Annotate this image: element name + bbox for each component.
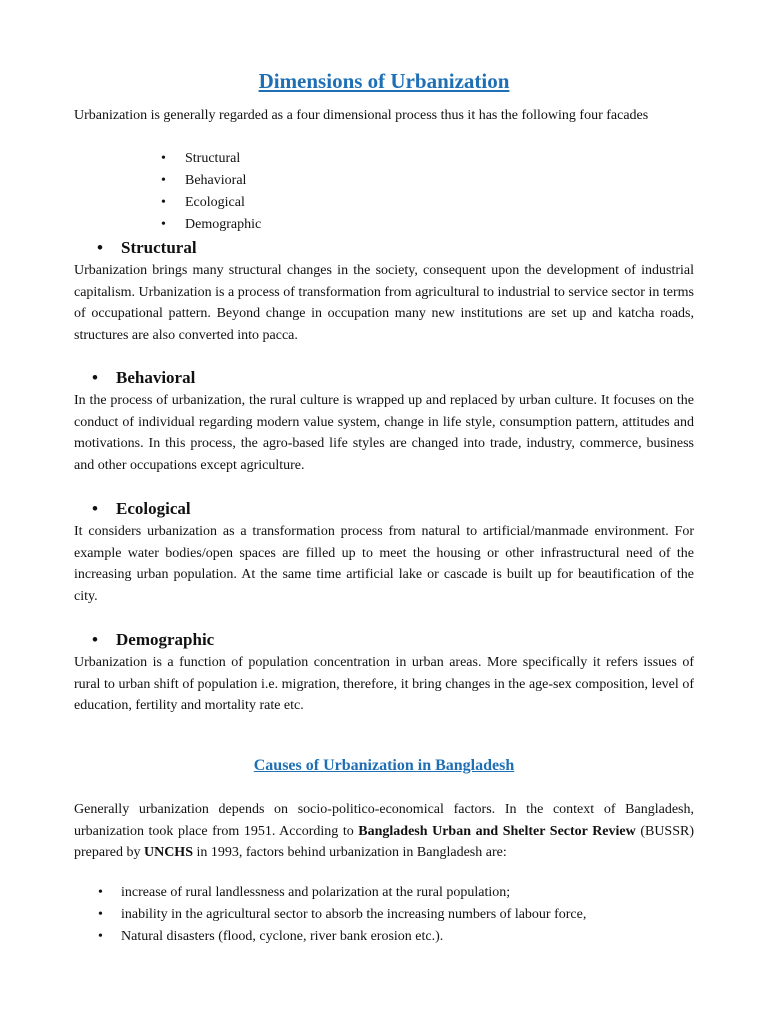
structural-heading: • Structural: [103, 236, 179, 260]
demographic-heading: • Demographic: [98, 628, 196, 652]
bullet-icon: •: [92, 630, 98, 649]
causes-list: [98, 882, 586, 948]
bullet-icon: •: [92, 499, 98, 518]
ecological-heading: • Ecological: [98, 497, 173, 521]
list-item: • increase of rural landlessness and polarization at the rural population;: [98, 882, 586, 904]
ecological-paragraph: It considers urbanization as a transformation process from natural to artificial/manmade environment. For example water bodies/open spaces are filled up to meet the housing or other infrastructural need of the increasing urban population. At the same time artificial lake or cascade is built up for beautification of the city.: [74, 524, 694, 604]
bullet-icon: •: [92, 368, 98, 387]
structural-paragraph: Urbanization brings many structural changes in the society, consequent upon the development of industrial capitalism. Urbanization is a process of transformation from agricultural to industrial to service sector in terms of occupational pattern. Beyond change in occupation many new institutions are set up and katcha roads, structures are also converted into pacca.: [74, 263, 694, 343]
facades-list: [161, 148, 261, 236]
bullet-icon: •: [97, 238, 103, 257]
list-item: • Demographic: [161, 214, 261, 236]
intro-paragraph: Urbanization is generally regarded as a four dimensional process thus it has the following four facades: [74, 108, 649, 123]
demographic-paragraph: Urbanization is a function of population concentration in urban areas. More specifically it refers issues of rural to urban shift of population i.e. migration, therefore, it bring changes in the age-sex composition, level of education, fertility and mortality rate etc.: [74, 655, 694, 713]
list-item: • Behavioral: [161, 170, 261, 192]
list-item: • inability in the agricultural sector to absorb the increasing numbers of labour force,: [98, 904, 586, 926]
causes-paragraph: Generally urbanization depends on socio-politico-economical factors. In the context of Bangladesh, urbanization took place from 1951. According to Bangladesh Urban and Shelter Sector Review (BUSSR) prepared by UNCHS in 1993, factors behind urbanization in Bangladesh are:: [74, 802, 694, 860]
list-item: • Natural disasters (flood, cyclone, river bank erosion etc.).: [98, 926, 586, 948]
list-item: • Structural: [161, 148, 261, 170]
page-title: Dimensions of Urbanization: [258, 69, 510, 93]
causes-heading: Causes of Urbanization in Bangladesh: [253, 757, 515, 774]
behavioral-paragraph: In the process of urbanization, the rural culture is wrapped up and replaced by urban culture. It focuses on the conduct of individual regarding modern value system, change in life style, consumption pattern, attitudes and motivations. In this process, the agro-based life styles are changed into trade, industry, commerce, business and other occupations except agriculture.: [74, 393, 694, 473]
bussr-title: Bangladesh Urban and Shelter Sector Review: [358, 823, 636, 839]
list-item: • Ecological: [161, 192, 261, 214]
unchs-name: UNCHS: [143, 845, 193, 860]
behavioral-heading: • Behavioral: [98, 366, 177, 390]
